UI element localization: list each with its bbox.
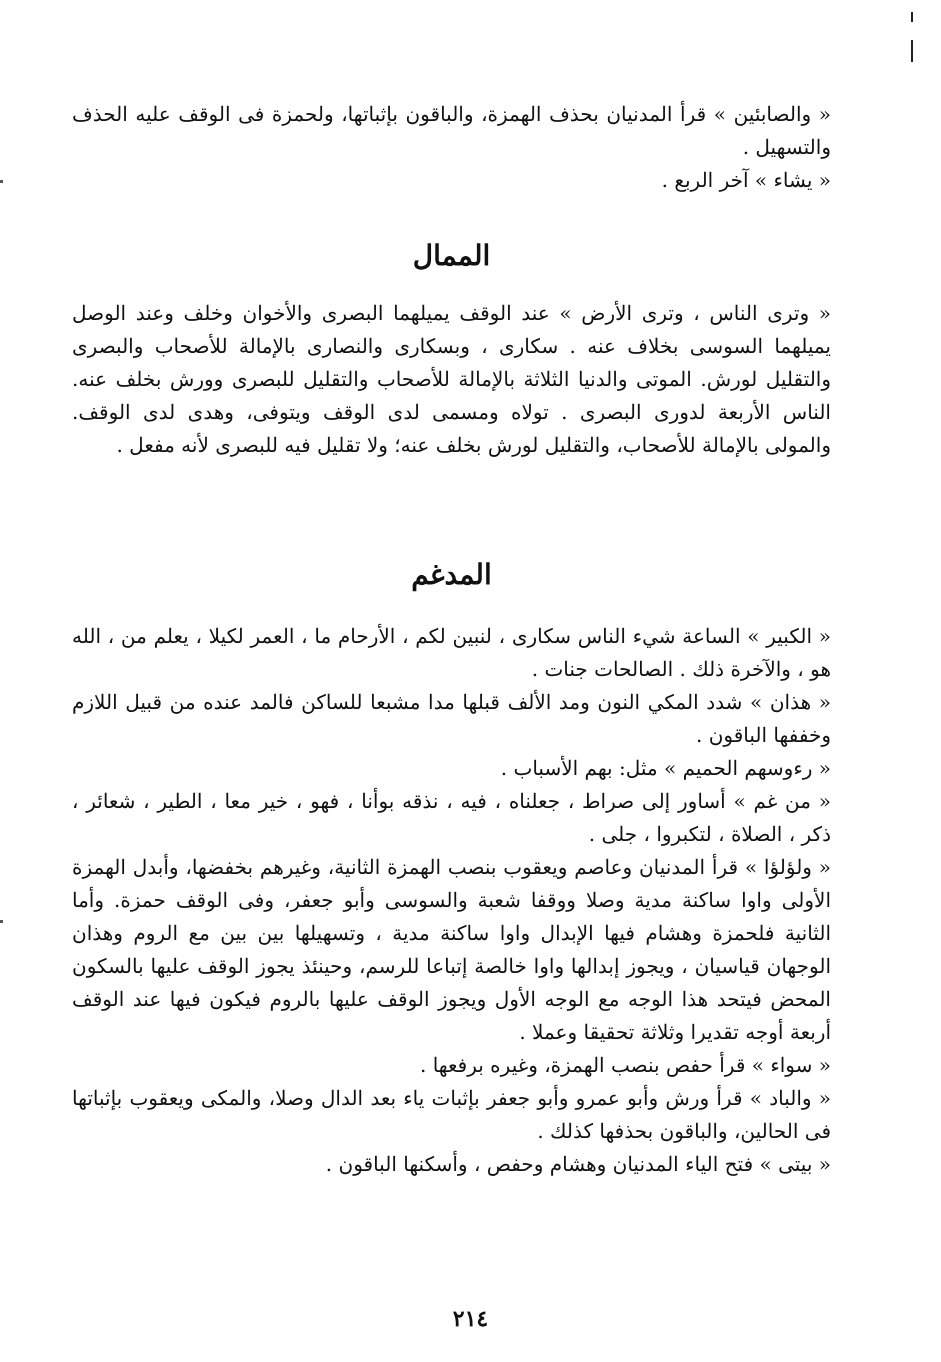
paragraph: « رءوسهم الحميم » مثل: بهم الأسباب . xyxy=(500,756,831,780)
page-number: ٢١٤ xyxy=(452,1306,489,1332)
paragraph: « والباد » قرأ ورش وأبو عمرو وأبو جعفر بإثبات ياء بعد الدال وصلا، والمكى ويعقوب بإثباتها فى الحالين، والباقون بحذفها كذلك . xyxy=(72,1086,831,1143)
paragraph: « وترى الناس ، وترى الأرض » عند الوقف يميلهما البصرى والأخوان وخلف وعند الوصل يميلهما السوسى بخلاف عنه . سكارى ، وبسكارى والنصارى بالإمالة للأصحاب والبصرى والتقليل لورش. الموتى والدنيا الثلاثة بالإمالة للأصحاب والتقليل للبصرى وورش بخلف عنه. الناس الأربعة لدورى البصرى . تولاه ومسمى لدى الوقف ويتوفى، وهدى لدى الوقف. والمولى بالإمالة للأصحاب، والتقليل لورش بخلف عنه؛ ولا تقليل فيه للبصرى لأنه مفعل . xyxy=(72,301,831,457)
paragraph: « سواء » قرأ حفص بنصب الهمزة، وغيره برفعها . xyxy=(419,1053,831,1077)
paragraph: « من غم » أساور إلى صراط ، جعلناه ، فيه ، نذقه بوأنا ، فهو ، خير معا ، الطير ، شعائر ، ذكر ، الصلاة ، لتكبروا ، جلى . xyxy=(72,789,831,846)
paragraph: « يشاء » آخر الربع . xyxy=(661,168,831,192)
mudgham-section xyxy=(72,620,831,1181)
paragraph: « بيتى » فتح الياء المدنيان وهشام وحفص ، وأسكنها الباقون . xyxy=(325,1152,831,1176)
paragraph: « هذان » شدد المكي النون ومد الألف قبلها مدا مشبعا للساكن فالمد عنده من قبيل اللازم وخففها الباقون . xyxy=(72,690,831,747)
section-heading-mudgham: المدغم xyxy=(411,558,492,591)
scan-margin-mark xyxy=(911,40,913,62)
section-heading-mumal: الممال xyxy=(412,239,491,272)
intro-section xyxy=(72,98,831,197)
scan-margin-mark xyxy=(911,12,913,22)
paragraph: « ولؤلؤا » قرأ المدنيان وعاصم ويعقوب بنصب الهمزة الثانية، وغيرهم بخفضها، وأبدل الهمزة الأولى واوا ساكنة مدية وصلا ووقفا شعبة والسوسى وأبو جعفر، وفى الوقف حمزة. وأما الثانية فلحمزة وهشام فيها الإبدال واوا ساكنة مدية ، وتسهيلها بين بين مع الروم وهذان الوجهان قياسيان ، ويجوز إبدالها واوا خالصة إتباعا للرسم، وحينئذ يجوز الوقف عليها بالسكون المحض فيتحد هذا الوجه مع الوجه الأول ويجوز الوقف عليها بالروم فيكون فيها عند الوقف أربعة أوجه تقديرا وثلاثة تحقيقا وعملا . xyxy=(72,855,831,1044)
scan-edge-dot xyxy=(0,180,3,183)
scan-edge-dot xyxy=(0,920,3,923)
paragraph: « الكبير » الساعة شيء الناس سكارى ، لنبين لكم ، الأرحام ما ، العمر لكيلا ، يعلم من ، الله هو ، والآخرة ذلك . الصالحات جنات . xyxy=(72,624,831,681)
paragraph: « والصابئين » قرأ المدنيان بحذف الهمزة، والباقون بإثباتها، ولحمزة فى الوقف عليه الحذف والتسهيل . xyxy=(72,102,831,159)
mumal-section xyxy=(72,297,831,462)
